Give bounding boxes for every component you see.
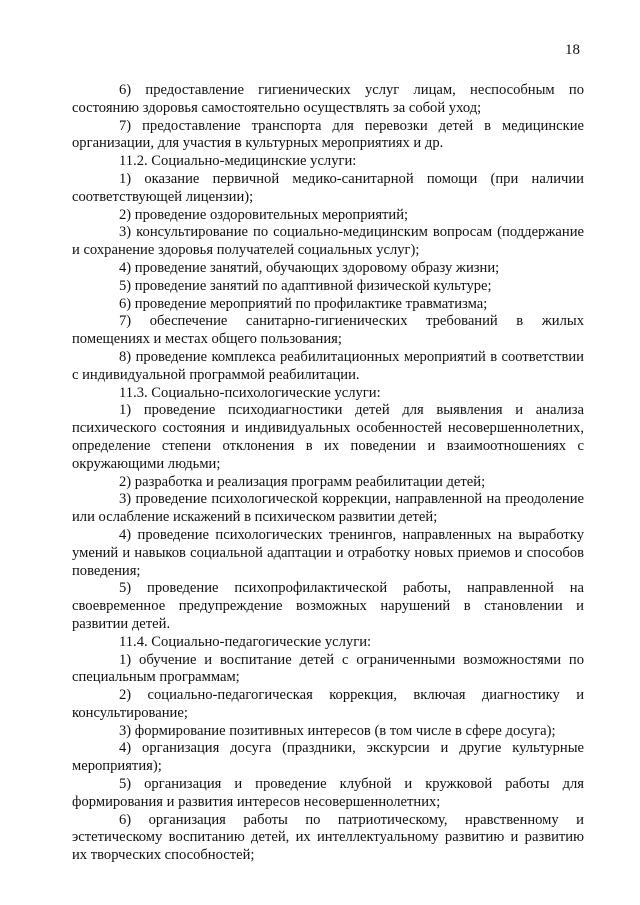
- paragraph: 1) проведение психодиагностики детей для выявления и анализа психического состояния и индивидуальных особенностей несовершеннолетних, определение степени отклонения в их поведении и взаимоотношениях с окружающими людьми;: [72, 402, 584, 472]
- section-heading: 11.2. Социально-медицинские услуги:: [119, 153, 357, 170]
- paragraph: 4) организация досуга (праздники, экскурсии и другие культурные мероприятия);: [72, 740, 584, 775]
- paragraph: 2) проведение оздоровительных мероприятий;: [119, 206, 409, 223]
- paragraph: 3) формирование позитивных интересов (в том числе в сфере досуга);: [119, 722, 556, 739]
- paragraph: 5) проведение психопрофилактической работы, направленной на своевременное предупреждение возможных нарушений в становлении и развитии детей.: [72, 580, 584, 632]
- paragraph: 4) проведение психологических тренингов, направленных на выработку умений и навыков социальной адаптации и отработку новых приемов и способов поведения;: [72, 526, 584, 579]
- paragraph: 7) обеспечение санитарно-гигиенических требований в жилых помещениях и местах общего пользования;: [72, 313, 584, 348]
- paragraph: 6) проведение мероприятий по профилактике травматизма;: [119, 295, 488, 312]
- section-heading: 11.3. Социально-психологические услуги:: [119, 384, 381, 401]
- page-number: 18: [565, 42, 580, 58]
- paragraph: 3) проведение психологической коррекции, направленной на преодоление или ослабление искажений в психическом развитии детей;: [72, 491, 584, 526]
- paragraph: 4) проведение занятий, обучающих здоровому образу жизни;: [119, 259, 500, 276]
- paragraph: 8) проведение комплекса реабилитационных мероприятий в соответствии с индивидуальной программой реабилитации.: [72, 348, 584, 383]
- paragraph: 1) обучение и воспитание детей с ограниченными возможностями по специальным программам;: [72, 651, 584, 686]
- paragraph: 6) организация работы по патриотическому, нравственному и эстетическому воспитанию детей, их интеллектуальному развитию и развитию их творческих способностей;: [72, 811, 584, 864]
- paragraph: 7) предоставление транспорта для перевозки детей в медицинские организации, для участия в культурных мероприятиях и др.: [72, 117, 584, 152]
- paragraph: 3) консультирование по социально-медицинским вопросам (поддержание и сохранение здоровья получателей социальных услуг);: [72, 224, 584, 259]
- body-text: [72, 82, 584, 865]
- paragraph: 6) предоставление гигиенических услуг лицам, неспособным по состоянию здоровья самостоятельно осуществлять за собой уход;: [72, 82, 584, 116]
- paragraph: 1) оказание первичной медико-санитарной помощи (при наличии соответствующей лицензии);: [72, 170, 584, 205]
- paragraph: 5) организация и проведение клубной и кружковой работы для формирования и развития интересов несовершеннолетних;: [72, 776, 584, 810]
- section-heading: 11.4. Социально-педагогические услуги:: [119, 633, 372, 650]
- paragraph: 2) социально-педагогическая коррекция, включая диагностику и консультирование;: [72, 687, 584, 721]
- paragraph: 5) проведение занятий по адаптивной физической культуре;: [119, 277, 492, 294]
- paragraph: 2) разработка и реализация программ реабилитации детей;: [119, 473, 486, 490]
